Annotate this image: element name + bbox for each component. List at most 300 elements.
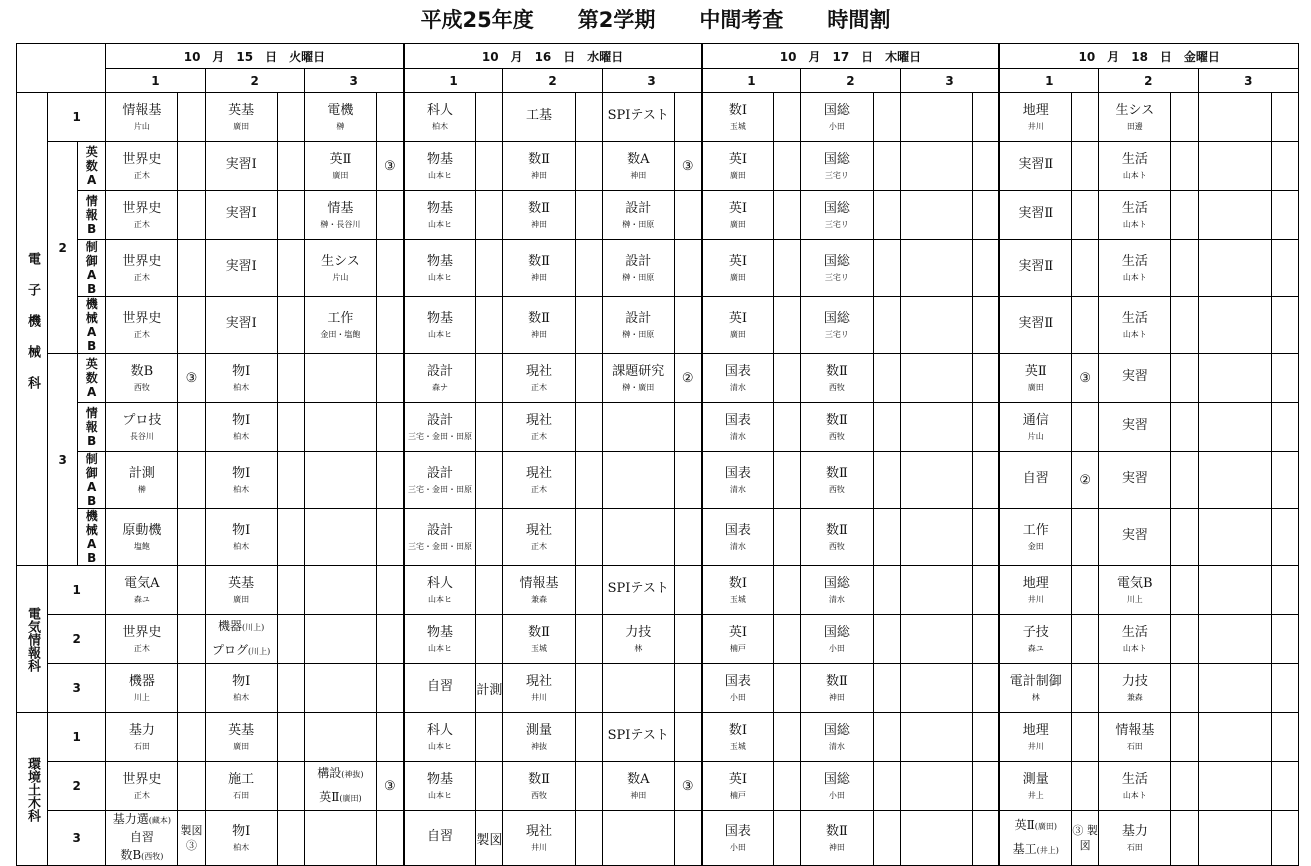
subject-name: 計測	[128, 465, 155, 481]
subject-name: 地理	[1022, 575, 1049, 591]
subject-cell	[404, 452, 476, 509]
subject-cell	[304, 811, 376, 866]
subject-cell	[503, 240, 575, 297]
teacher-name: 清水	[729, 431, 746, 441]
class-name: 機械AB	[85, 509, 98, 565]
subject-name: 物Ⅰ	[232, 522, 251, 538]
exam-mark	[178, 713, 205, 762]
exam-mark	[178, 403, 205, 452]
class-label	[78, 297, 106, 354]
subject-cell	[999, 191, 1071, 240]
subject-cell	[404, 354, 476, 403]
teacher-name: 柏木	[233, 484, 250, 494]
exam-mark	[774, 566, 801, 615]
subject-cell	[801, 811, 873, 866]
grade-label: 2	[48, 142, 78, 354]
subject-name: 施工	[228, 771, 255, 787]
exam-mark	[674, 566, 701, 615]
exam-mark: ③	[377, 142, 404, 191]
exam-mark	[873, 191, 900, 240]
exam-mark	[575, 354, 602, 403]
subject-name: 英Ⅰ	[728, 253, 747, 269]
teacher-name: 西牧	[828, 541, 845, 551]
subject-cell	[404, 509, 476, 566]
exam-mark	[277, 762, 304, 811]
subject-cell	[702, 509, 774, 566]
subject-cell	[602, 240, 674, 297]
grade-label: 1	[48, 93, 106, 142]
teacher-name: (井上)	[1036, 846, 1059, 855]
subject-cell	[602, 762, 674, 811]
subject-name: 課題研究	[612, 363, 665, 379]
exam-mark	[1072, 191, 1099, 240]
subject-cell	[801, 664, 873, 713]
class-label	[78, 354, 106, 403]
subject-cell	[900, 297, 972, 354]
subject-lines	[106, 811, 177, 865]
exam-mark	[178, 142, 205, 191]
subject-name: 実習	[1121, 418, 1148, 433]
teacher-name: 廣田	[729, 272, 746, 282]
exam-mark	[1072, 93, 1099, 142]
subject-cell	[304, 403, 376, 452]
period-header: 3	[900, 69, 999, 93]
exam-mark	[774, 615, 801, 664]
exam-mark	[178, 297, 205, 354]
subject-name: 英Ⅰ	[728, 200, 747, 216]
exam-mark	[575, 452, 602, 509]
subject-cell	[1198, 811, 1271, 866]
period-header: 3	[602, 69, 701, 93]
subject-name: 設計	[625, 200, 652, 216]
subject-name: 国総	[823, 771, 850, 787]
subject-name: 物Ⅰ	[232, 363, 251, 379]
teacher-name: 兼森	[531, 594, 547, 604]
subject-cell	[1198, 354, 1271, 403]
subject-line	[206, 615, 277, 639]
subject-cell	[1198, 615, 1271, 664]
exam-mark	[377, 664, 404, 713]
subject-name: 原動機	[122, 522, 162, 538]
subject-cell	[602, 452, 674, 509]
exam-mark	[674, 240, 701, 297]
subject-cell	[106, 509, 178, 566]
teacher-name: 山本ヒ	[427, 170, 452, 180]
exam-mark: ③	[1072, 354, 1099, 403]
subject-cell	[702, 354, 774, 403]
exam-mark	[178, 452, 205, 509]
exam-mark	[1271, 403, 1298, 452]
subject-name: 基力選	[112, 812, 149, 826]
day-header: 10 月 17 日 木曜日	[702, 44, 1000, 69]
subject-name: 数Ⅱ	[528, 310, 550, 326]
subject-cell	[801, 354, 873, 403]
subject-cell	[1198, 566, 1271, 615]
teacher-name: 田邊	[1126, 121, 1143, 131]
subject-name: 物基	[426, 624, 453, 640]
teacher-name: 榊・廣田	[622, 382, 655, 392]
subject-cell	[801, 240, 873, 297]
exam-mark	[1072, 664, 1099, 713]
subject-name: 実習	[1121, 471, 1148, 486]
exam-mark	[575, 566, 602, 615]
teacher-name: 廣田	[332, 170, 349, 180]
teacher-name: 石田	[1126, 741, 1143, 751]
teacher-name: 神田	[828, 842, 845, 852]
exam-mark: ②	[674, 354, 701, 403]
subject-cell	[106, 452, 178, 509]
exam-mark	[1072, 297, 1099, 354]
subject-cell	[205, 452, 277, 509]
teacher-name: 三宅リ	[824, 272, 849, 282]
exam-mark	[476, 509, 503, 566]
exam-mark	[277, 615, 304, 664]
class-name: 制御AB	[85, 240, 98, 296]
subject-cell	[106, 403, 178, 452]
subject-name: 実習Ⅱ	[1018, 316, 1054, 331]
teacher-name: 廣田	[1027, 382, 1044, 392]
subject-lines	[305, 762, 376, 810]
subject-line	[1000, 838, 1071, 862]
title-term: 第2学期	[577, 8, 656, 32]
subject-name: 世界史	[122, 200, 162, 216]
subject-name: 地理	[1022, 102, 1049, 118]
teacher-name: 廣田	[233, 594, 250, 604]
subject-cell	[999, 240, 1071, 297]
teacher-name: 山本ト	[1122, 272, 1147, 282]
subject-cell	[503, 403, 575, 452]
teacher-name: 神田	[531, 170, 547, 180]
subject-name: 実習Ⅱ	[1018, 206, 1054, 221]
exam-mark: ③ 製図	[1072, 811, 1099, 866]
subject-cell	[304, 191, 376, 240]
exam-mark	[873, 240, 900, 297]
subject-name: 実習	[1121, 369, 1148, 384]
teacher-name: 廣田	[233, 741, 250, 751]
subject-cell	[304, 93, 376, 142]
exam-mark	[873, 93, 900, 142]
subject-name: 国総	[823, 624, 850, 640]
exam-mark	[476, 713, 503, 762]
exam-mark	[774, 509, 801, 566]
subject-name: 数A	[627, 771, 650, 787]
subject-name: 国表	[724, 673, 751, 689]
exam-mark	[575, 615, 602, 664]
subject-name: 実習Ⅰ	[225, 206, 257, 221]
exam-mark	[1271, 142, 1298, 191]
subject-cell	[106, 93, 178, 142]
subject-cell	[106, 713, 178, 762]
subject-name: 世界史	[122, 310, 162, 326]
teacher-name: 廣田	[729, 170, 746, 180]
exam-mark	[1171, 811, 1198, 866]
subject-cell	[205, 191, 277, 240]
teacher-name: 三宅・金田・田原	[407, 541, 472, 551]
period-header: 1	[999, 69, 1098, 93]
subject-name: 物基	[426, 310, 453, 326]
subject-cell	[900, 713, 972, 762]
exam-mark	[1271, 615, 1298, 664]
class-name: 情報B	[85, 194, 98, 236]
subject-name: 数Ⅱ	[825, 465, 848, 481]
exam-mark	[575, 142, 602, 191]
exam-mark: ③	[674, 142, 701, 191]
subject-name: 設計	[426, 412, 453, 428]
subject-name: 国表	[724, 465, 751, 481]
subject-cell	[602, 615, 674, 664]
exam-mark	[1171, 191, 1198, 240]
teacher-name: 小田	[828, 790, 845, 800]
subject-cell	[1198, 240, 1271, 297]
exam-mark	[377, 509, 404, 566]
subject-cell	[801, 403, 873, 452]
exam-mark	[277, 811, 304, 866]
exam-mark	[476, 191, 503, 240]
subject-cell	[106, 240, 178, 297]
exam-mark	[674, 93, 701, 142]
exam-mark	[873, 403, 900, 452]
teacher-name: 廣田	[729, 329, 746, 339]
subject-name: 自習	[129, 830, 154, 844]
teacher-name: 神抜	[531, 741, 547, 751]
exam-mark	[774, 762, 801, 811]
exam-mark	[674, 452, 701, 509]
exam-mark	[277, 240, 304, 297]
teacher-name: 三宅リ	[824, 170, 849, 180]
subject-name: 通信	[1022, 412, 1049, 428]
exam-mark	[674, 191, 701, 240]
subject-name: 数B	[130, 363, 154, 379]
subject-cell	[602, 297, 674, 354]
exam-mark	[972, 297, 999, 354]
subject-cell	[1099, 191, 1171, 240]
subject-name: 国総	[823, 575, 850, 591]
subject-name: 自習	[426, 679, 453, 694]
exam-mark	[277, 452, 304, 509]
exam-mark	[774, 811, 801, 866]
subject-name: 英Ⅱ	[1014, 818, 1035, 832]
subject-name: SPIテスト	[607, 108, 669, 123]
teacher-name: 塩飽	[133, 541, 150, 551]
subject-cell	[801, 93, 873, 142]
exam-mark	[476, 297, 503, 354]
subject-name: 電機	[327, 102, 354, 118]
exam-mark: 製図	[476, 811, 503, 866]
teacher-name: 柏木	[233, 541, 250, 551]
exam-mark	[674, 615, 701, 664]
exam-mark	[674, 297, 701, 354]
teacher-name: 井川	[531, 692, 547, 702]
period-header: 3	[304, 69, 403, 93]
exam-mark	[774, 191, 801, 240]
exam-mark	[774, 354, 801, 403]
day-header: 10 月 18 日 金曜日	[999, 44, 1298, 69]
exam-mark: ③	[674, 762, 701, 811]
subject-name: 世界史	[122, 771, 162, 787]
subject-cell	[404, 93, 476, 142]
teacher-name: 山本ト	[1122, 790, 1147, 800]
subject-cell	[1198, 452, 1271, 509]
subject-name: 国表	[724, 412, 751, 428]
teacher-name: 柏木	[233, 431, 250, 441]
subject-name: 工基	[526, 108, 553, 123]
subject-cell	[1198, 191, 1271, 240]
department-label	[17, 713, 48, 866]
exam-mark	[575, 191, 602, 240]
subject-name: 英基	[228, 575, 255, 591]
subject-name: 数Ⅱ	[825, 363, 848, 379]
teacher-name: 長谷川	[129, 431, 154, 441]
subject-cell	[999, 664, 1071, 713]
teacher-name: 正木	[531, 431, 547, 441]
subject-name: 基力	[128, 722, 155, 738]
exam-mark	[1171, 452, 1198, 509]
subject-cell	[602, 664, 674, 713]
teacher-name: 山本ト	[1122, 643, 1147, 653]
teacher-name: 森ナ	[431, 382, 448, 392]
subject-name: SPIテスト	[607, 581, 669, 596]
subject-name: 情報基	[519, 575, 559, 591]
subject-name: 数Ⅰ	[728, 575, 747, 591]
exam-mark	[873, 509, 900, 566]
subject-cell	[702, 191, 774, 240]
exam-mark	[377, 93, 404, 142]
subject-cell	[404, 240, 476, 297]
subject-cell	[205, 142, 277, 191]
class-label	[78, 191, 106, 240]
teacher-name: 小田	[828, 121, 845, 131]
subject-name: 生シス	[321, 253, 360, 269]
subject-line	[305, 762, 376, 786]
teacher-name: 山本ヒ	[427, 219, 452, 229]
subject-cell	[404, 811, 476, 866]
class-name: 機械AB	[85, 297, 98, 353]
subject-cell	[900, 811, 972, 866]
subject-cell	[702, 93, 774, 142]
exam-mark	[1271, 509, 1298, 566]
teacher-name: 三宅・金田・田原	[407, 484, 472, 494]
class-name: 制御AB	[85, 452, 98, 508]
subject-name: 現社	[526, 465, 553, 481]
subject-name: 物Ⅰ	[232, 673, 251, 689]
teacher-name: 神田	[630, 170, 647, 180]
teacher-name: 西牧	[531, 790, 547, 800]
teacher-name: 井川	[1027, 741, 1044, 751]
exam-mark	[873, 142, 900, 191]
teacher-name: 清水	[729, 541, 746, 551]
day-header: 10 月 15 日 火曜日	[106, 44, 404, 69]
exam-mark	[575, 240, 602, 297]
subject-cell	[1198, 762, 1271, 811]
subject-cell	[1198, 713, 1271, 762]
exam-mark	[774, 142, 801, 191]
exam-mark	[575, 664, 602, 713]
exam-mark	[178, 191, 205, 240]
subject-cell	[602, 403, 674, 452]
subject-cell	[1198, 297, 1271, 354]
exam-mark	[674, 664, 701, 713]
teacher-name: 三宅リ	[824, 329, 849, 339]
teacher-name: 石田	[133, 741, 150, 751]
teacher-name: 川上	[1126, 594, 1143, 604]
exam-mark	[377, 566, 404, 615]
teacher-name: 榊	[336, 121, 345, 131]
subject-cell	[1099, 566, 1171, 615]
subject-cell	[999, 811, 1071, 866]
subject-cell	[205, 615, 277, 664]
subject-name: 電気A	[124, 575, 160, 591]
subject-name: 電計制御	[1009, 673, 1062, 689]
subject-cell	[304, 713, 376, 762]
teacher-name: 玉城	[729, 121, 746, 131]
teacher-name: 山本ヒ	[427, 594, 452, 604]
subject-name: 現社	[526, 522, 553, 538]
subject-name: 子技	[1022, 624, 1049, 640]
teacher-name: 西牧	[828, 484, 845, 494]
exam-mark	[873, 811, 900, 866]
teacher-name: 小田	[729, 842, 746, 852]
teacher-name: 山本ヒ	[427, 643, 452, 653]
subject-cell	[1099, 615, 1171, 664]
subject-name: プログ	[212, 643, 249, 657]
subject-cell	[106, 566, 178, 615]
exam-mark	[873, 297, 900, 354]
exam-mark	[1171, 509, 1198, 566]
exam-mark	[774, 452, 801, 509]
subject-cell	[205, 509, 277, 566]
subject-cell	[702, 403, 774, 452]
exam-mark	[377, 403, 404, 452]
exam-mark	[476, 566, 503, 615]
exam-mark	[674, 403, 701, 452]
subject-name: 機器	[128, 673, 155, 689]
subject-cell	[503, 811, 575, 866]
subject-cell	[1099, 762, 1171, 811]
subject-cell	[999, 452, 1071, 509]
subject-cell	[304, 142, 376, 191]
teacher-name: 正木	[531, 484, 547, 494]
exam-mark	[873, 615, 900, 664]
subject-name: 数Ⅱ	[528, 151, 550, 167]
corner-cell	[17, 44, 106, 93]
subject-name: 設計	[426, 465, 453, 481]
subject-name: 生活	[1121, 310, 1148, 326]
exam-mark	[1171, 403, 1198, 452]
exam-mark	[674, 509, 701, 566]
teacher-name: 三宅リ	[824, 219, 849, 229]
teacher-name: 石田	[1126, 842, 1143, 852]
exam-mark	[1271, 354, 1298, 403]
teacher-name: 井川	[1027, 121, 1044, 131]
exam-mark	[972, 240, 999, 297]
teacher-name: 正木	[133, 170, 150, 180]
teacher-name: 神田	[531, 219, 547, 229]
teacher-name: 金田・塩飽	[320, 329, 361, 339]
teacher-name: (神抜)	[341, 770, 364, 779]
exam-mark: 製図 ③	[178, 811, 205, 866]
subject-cell	[1099, 811, 1171, 866]
exam-mark	[476, 240, 503, 297]
subject-name: 電気B	[1117, 575, 1153, 591]
teacher-name: 山本ヒ	[427, 329, 452, 339]
exam-mark	[1271, 811, 1298, 866]
subject-name: 自習	[426, 829, 453, 844]
subject-name: 世界史	[122, 151, 162, 167]
subject-cell	[404, 403, 476, 452]
subject-name: 生活	[1121, 151, 1148, 167]
subject-cell	[702, 713, 774, 762]
subject-cell	[702, 762, 774, 811]
